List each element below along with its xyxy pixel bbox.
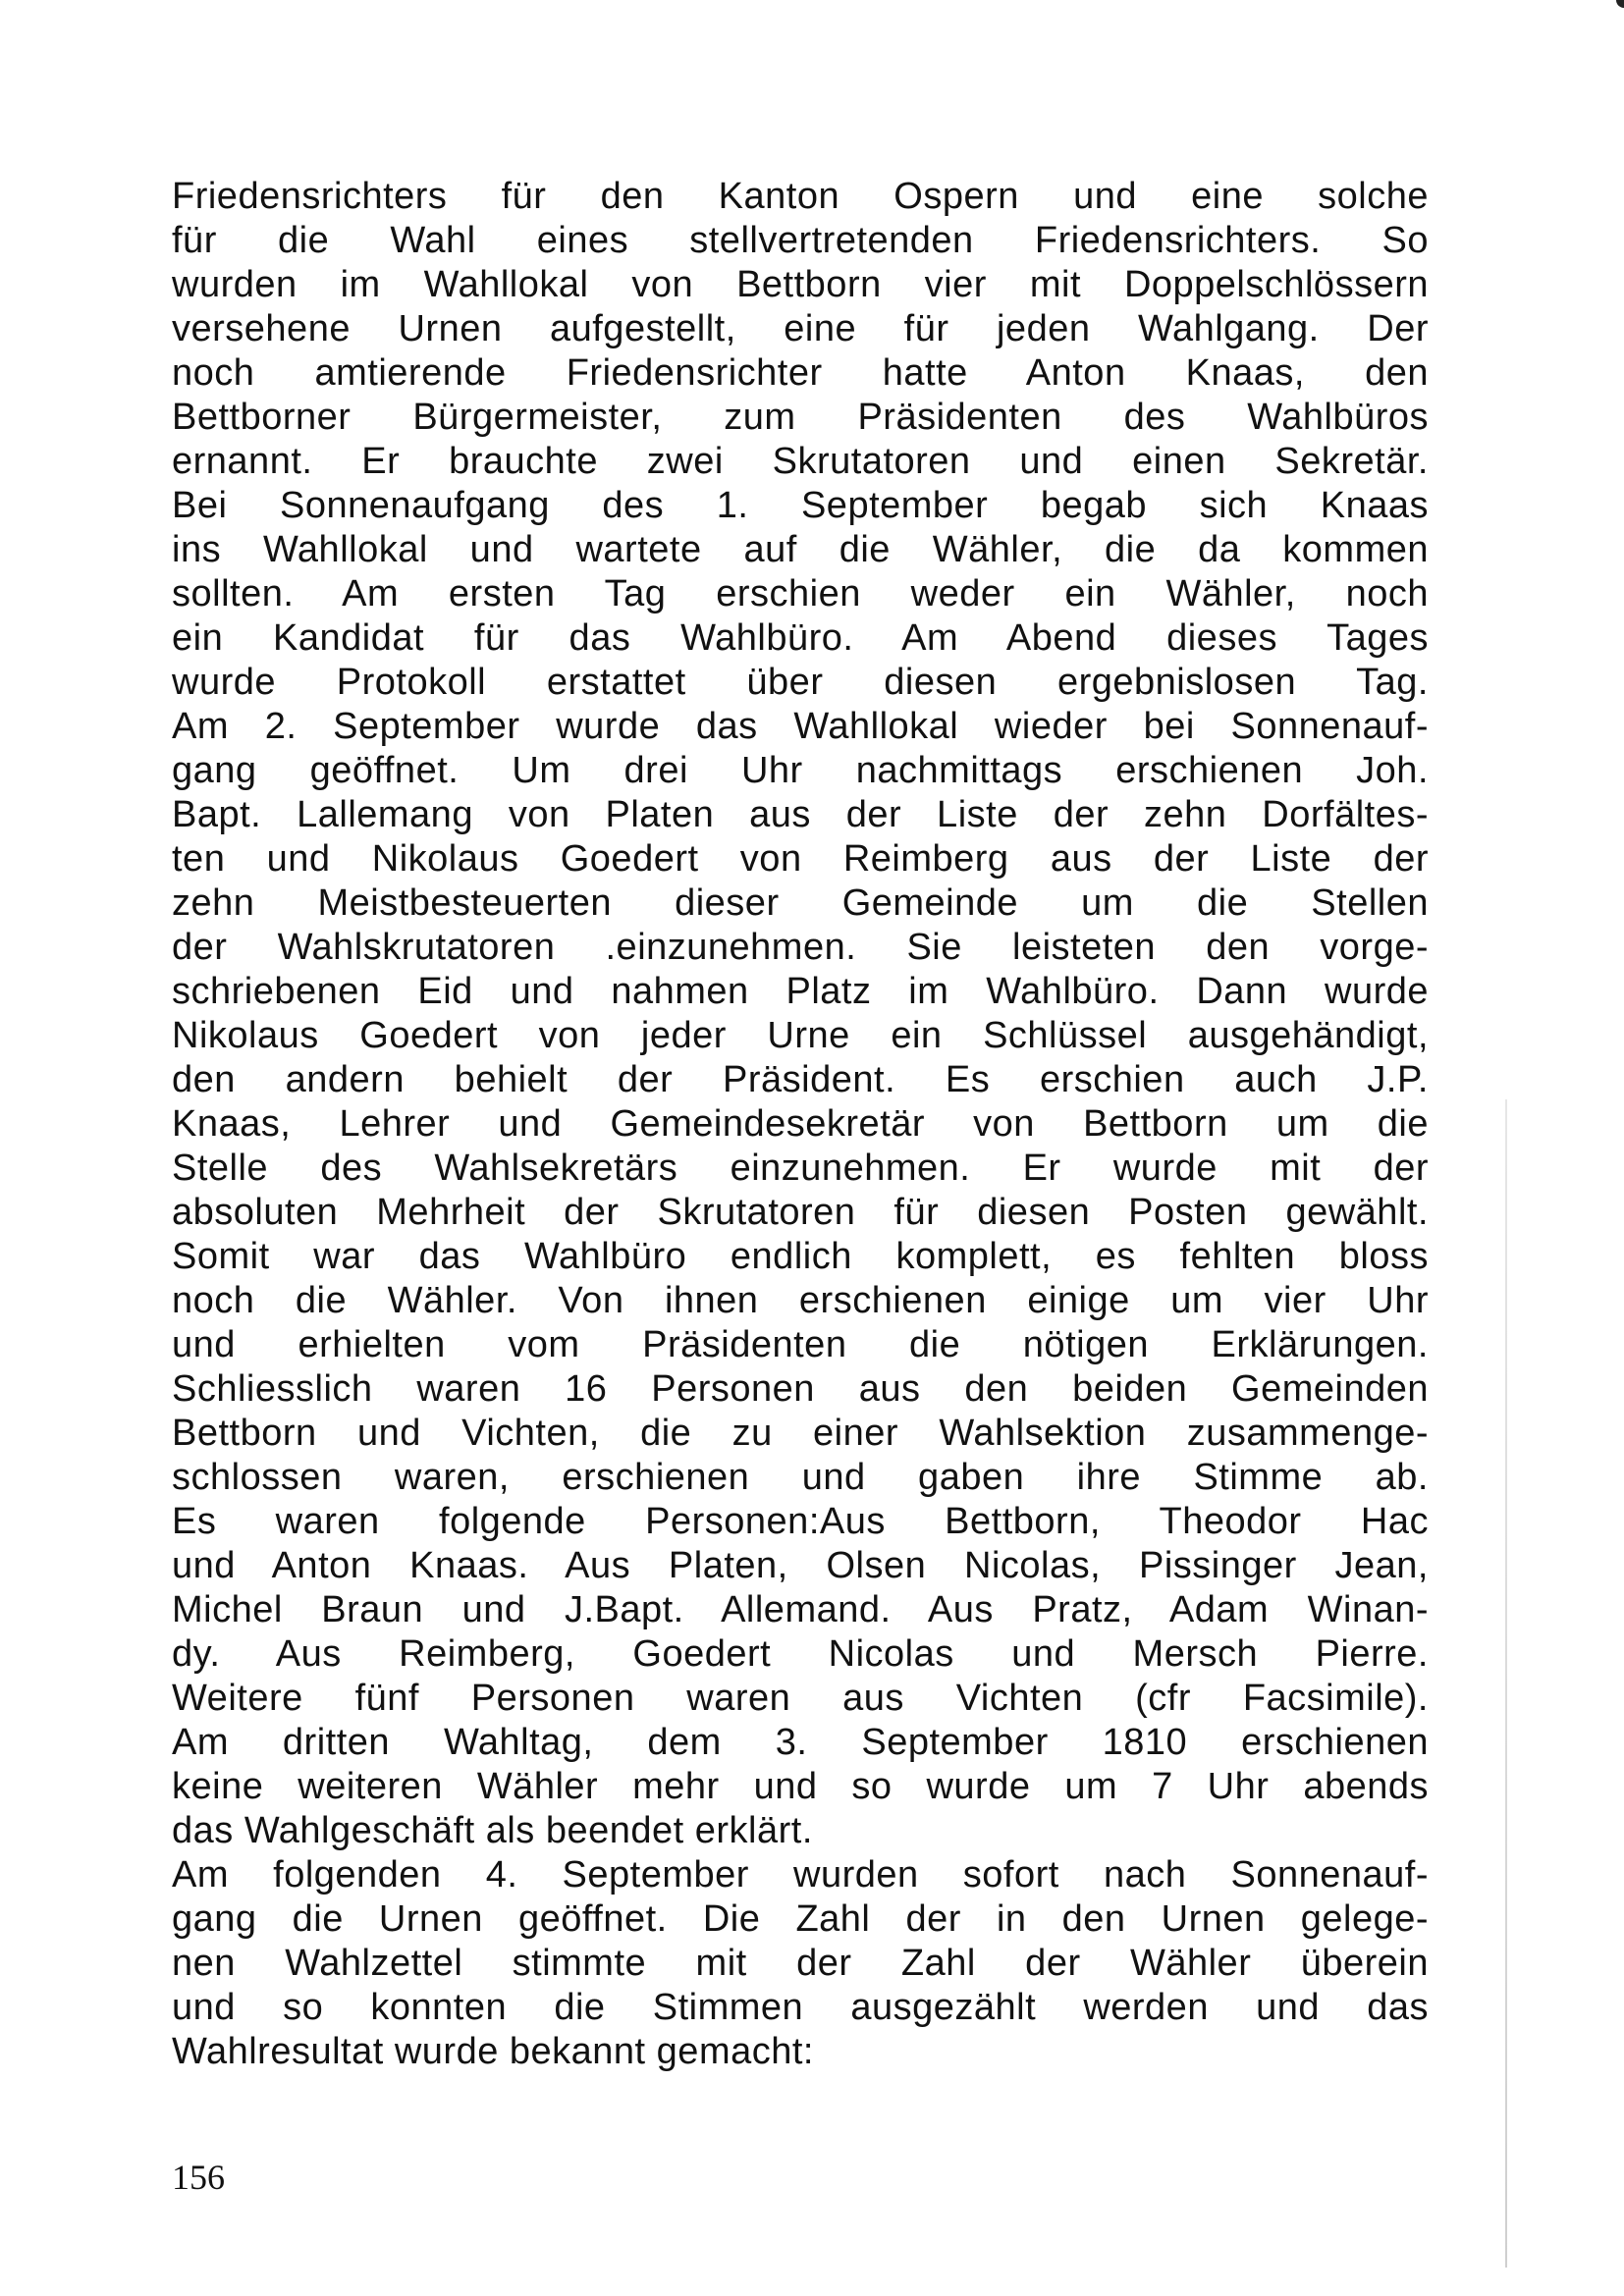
text-line: sollten. Am ersten Tag erschien weder ein Wähler, noch bbox=[172, 573, 1429, 614]
text-line: der Wahlskrutatoren .einzunehmen. Sie leisteten den vorge- bbox=[172, 927, 1429, 968]
text-line: und Anton Knaas. Aus Platen, Olsen Nicolas, Pissinger Jean, bbox=[172, 1545, 1429, 1586]
text-line: wurden im Wahllokal von Bettborn vier mit Doppelschlössern bbox=[172, 264, 1429, 305]
text-line: Wahlresultat wurde bekannt gemacht: bbox=[172, 2031, 814, 2072]
text-line: und erhielten vom Präsidenten die nötigen Erklärungen. bbox=[172, 1324, 1429, 1365]
text-line: Schliesslich waren 16 Personen aus den beiden Gemeinden bbox=[172, 1368, 1429, 1410]
text-line: zehn Meistbesteuerten dieser Gemeinde um die Stellen bbox=[172, 882, 1429, 924]
text-line: Bei Sonnenaufgang des 1. September begab sich Knaas bbox=[172, 485, 1429, 526]
text-line: dy. Aus Reimberg, Goedert Nicolas und Mersch Pierre. bbox=[172, 1633, 1429, 1675]
text-line: Bettborn und Vichten, die zu einer Wahlsektion zusammenge- bbox=[172, 1413, 1429, 1454]
text-line: noch die Wähler. Von ihnen erschienen einige um vier Uhr bbox=[172, 1280, 1429, 1321]
text-line: schriebenen Eid und nahmen Platz im Wahlbüro. Dann wurde bbox=[172, 971, 1429, 1012]
text-line: Am folgenden 4. September wurden sofort nach Sonnenauf- bbox=[172, 1854, 1429, 1896]
text-line: Somit war das Wahlbüro endlich komplett, es fehlten bloss bbox=[172, 1236, 1429, 1277]
text-line: gang die Urnen geöffnet. Die Zahl der in den Urnen gelege- bbox=[172, 1898, 1429, 1940]
text-line: gang geöffnet. Um drei Uhr nachmittags erschienen Joh. bbox=[172, 750, 1429, 791]
text-line: Bapt. Lallemang von Platen aus der Liste der zehn Dorfältes- bbox=[172, 794, 1429, 835]
text-line: das Wahlgeschäft als beendet erklärt. bbox=[172, 1810, 813, 1851]
text-line: Knaas, Lehrer und Gemeindesekretär von Bettborn um die bbox=[172, 1103, 1429, 1145]
text-line: ein Kandidat für das Wahlbüro. Am Abend dieses Tages bbox=[172, 617, 1429, 659]
text-line: ernannt. Er brauchte zwei Skrutatoren und einen Sekretär. bbox=[172, 441, 1429, 482]
text-line: versehene Urnen aufgestellt, eine für jeden Wahlgang. Der bbox=[172, 308, 1429, 349]
text-line: Stelle des Wahlsekretärs einzunehmen. Er wurde mit der bbox=[172, 1148, 1429, 1189]
text-line: Bettborner Bürgermeister, zum Präsidenten des Wahlbüros bbox=[172, 397, 1429, 438]
text-line: ten und Nikolaus Goedert von Reimberg aus der Liste der bbox=[172, 838, 1429, 880]
body-text bbox=[172, 175, 1429, 2074]
text-line: Am dritten Wahltag, dem 3. September 1810 erschienen bbox=[172, 1722, 1429, 1763]
text-line: Weitere fünf Personen waren aus Vichten (cfr Facsimile). bbox=[172, 1678, 1429, 1719]
scan-corner-mark bbox=[1616, 0, 1624, 8]
text-line: den andern behielt der Präsident. Es erschien auch J.P. bbox=[172, 1059, 1429, 1100]
text-line: Nikolaus Goedert von jeder Urne ein Schlüssel ausgehändigt, bbox=[172, 1015, 1429, 1056]
scan-edge-shadow bbox=[1505, 1099, 1507, 2268]
text-line: Michel Braun und J.Bapt. Allemand. Aus Pratz, Adam Winan- bbox=[172, 1589, 1429, 1630]
text-line: ins Wahllokal und wartete auf die Wähler, die da kommen bbox=[172, 529, 1429, 570]
text-line: für die Wahl eines stellvertretenden Friedensrichters. So bbox=[172, 220, 1429, 261]
text-line: keine weiteren Wähler mehr und so wurde um 7 Uhr abends bbox=[172, 1766, 1429, 1807]
text-line: und so konnten die Stimmen ausgezählt werden und das bbox=[172, 1987, 1429, 2028]
text-line: schlossen waren, erschienen und gaben ihre Stimme ab. bbox=[172, 1457, 1429, 1498]
text-line: absoluten Mehrheit der Skrutatoren für diesen Posten gewählt. bbox=[172, 1192, 1429, 1233]
page-number: 156 bbox=[172, 2158, 225, 2197]
text-line: Es waren folgende Personen:Aus Bettborn, Theodor Hac bbox=[172, 1501, 1429, 1542]
text-line: Friedensrichters für den Kanton Ospern und eine solche bbox=[172, 176, 1429, 217]
text-line: Am 2. September wurde das Wahllokal wieder bei Sonnenauf- bbox=[172, 706, 1429, 747]
text-line: noch amtierende Friedensrichter hatte Anton Knaas, den bbox=[172, 352, 1429, 394]
text-line: wurde Protokoll erstattet über diesen ergebnislosen Tag. bbox=[172, 662, 1429, 703]
text-line: nen Wahlzettel stimmte mit der Zahl der Wähler überein bbox=[172, 1943, 1429, 1984]
